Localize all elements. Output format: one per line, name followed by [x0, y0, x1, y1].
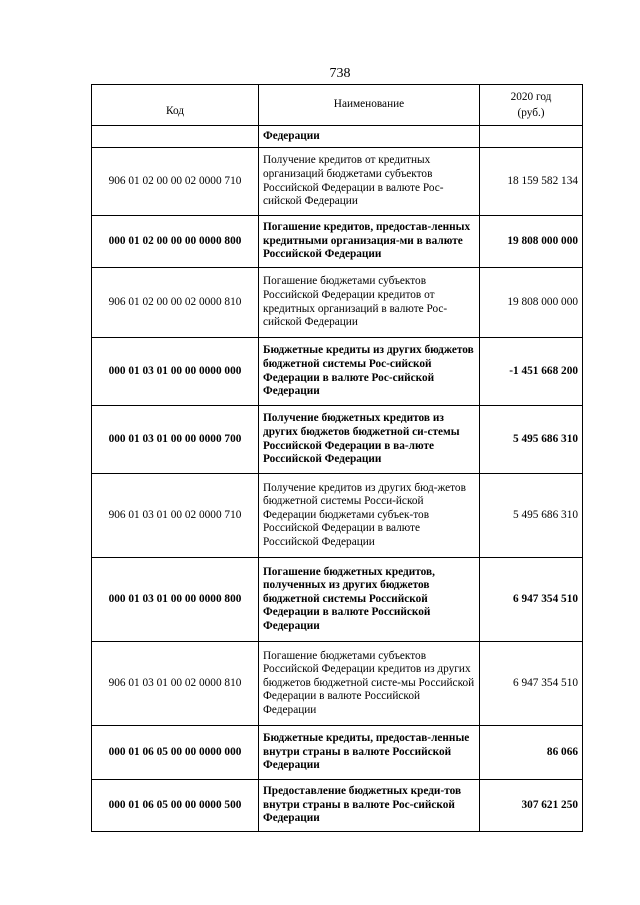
cell-amount: 86 066 — [480, 726, 583, 780]
cell-code — [92, 126, 259, 148]
cell-name: Погашение кредитов, предостав-ленных кредитными организация-ми в валюте Российской Федерации — [259, 216, 480, 268]
header-name: Наименование — [259, 85, 480, 126]
table-row — [92, 126, 583, 148]
table-row — [92, 780, 583, 832]
table-row — [92, 148, 583, 216]
cell-name: Бюджетные кредиты, предостав-ленные внутри страны в валюте Российской Федерации — [259, 726, 480, 780]
cell-code: 906 01 02 00 00 02 0000 810 — [92, 268, 259, 338]
table-row — [92, 338, 583, 406]
cell-code: 000 01 06 05 00 00 0000 500 — [92, 780, 259, 832]
cell-amount: 5 495 686 310 — [480, 406, 583, 474]
cell-name: Получение кредитов из других бюд-жетов бюджетной системы Росси-йской Федерации бюджетами субъек-тов Российской Федерации в валюте Российской Федерации — [259, 474, 480, 558]
cell-code: 000 01 02 00 00 00 0000 800 — [92, 216, 259, 268]
budget-table — [91, 84, 583, 832]
table-row — [92, 558, 583, 642]
table-row — [92, 726, 583, 780]
cell-amount: 5 495 686 310 — [480, 474, 583, 558]
cell-code: 000 01 06 05 00 00 0000 000 — [92, 726, 259, 780]
cell-code: 000 01 03 01 00 00 0000 800 — [92, 558, 259, 642]
cell-name: Бюджетные кредиты из других бюджетов бюджетной системы Рос-сийской Федерации в валюте Рос-сийской Федерации — [259, 338, 480, 406]
table-header-row — [92, 85, 583, 126]
cell-amount: 6 947 354 510 — [480, 558, 583, 642]
cell-name: Погашение бюджетами субъектов Российской Федерации кредитов из других бюджетов бюджетной систе-мы Российской Федерации в валюте Российской Федерации — [259, 642, 480, 726]
cell-code: 000 01 03 01 00 00 0000 000 — [92, 338, 259, 406]
table-row — [92, 406, 583, 474]
header-amount — [480, 85, 583, 126]
cell-amount — [480, 126, 583, 148]
cell-code: 906 01 03 01 00 02 0000 710 — [92, 474, 259, 558]
table-row — [92, 268, 583, 338]
table-row — [92, 474, 583, 558]
cell-name: Получение кредитов от кредитных организаций бюджетами субъектов Российской Федерации в валюте Рос-сийской Федерации — [259, 148, 480, 216]
header-amount-unit: (руб.) — [517, 107, 545, 119]
cell-code: 906 01 03 01 00 02 0000 810 — [92, 642, 259, 726]
cell-amount: 19 808 000 000 — [480, 216, 583, 268]
table-row — [92, 216, 583, 268]
table-row — [92, 642, 583, 726]
cell-name: Погашение бюджетами субъектов Российской Федерации кредитов от кредитных организаций в валюте Рос-сийской Федерации — [259, 268, 480, 338]
cell-amount: 19 808 000 000 — [480, 268, 583, 338]
cell-code: 906 01 02 00 00 02 0000 710 — [92, 148, 259, 216]
cell-amount: 18 159 582 134 — [480, 148, 583, 216]
cell-amount: 6 947 354 510 — [480, 642, 583, 726]
cell-amount: 307 621 250 — [480, 780, 583, 832]
page-number: 738 — [329, 66, 351, 81]
cell-code: 000 01 03 01 00 00 0000 700 — [92, 406, 259, 474]
cell-name: Погашение бюджетных кредитов, полученных из других бюджетов бюджетной системы Российской Федерации в валюте Российской Федерации — [259, 558, 480, 642]
cell-name: Федерации — [259, 126, 480, 148]
cell-amount: -1 451 668 200 — [480, 338, 583, 406]
cell-name: Получение бюджетных кредитов из других бюджетов бюджетной си-стемы Российской Федерации в ва-люте Российской Федерации — [259, 406, 480, 474]
header-code: Код — [92, 85, 259, 126]
cell-name: Предоставление бюджетных креди-тов внутри страны в валюте Рос-сийской Федерации — [259, 780, 480, 832]
header-amount-year: 2020 год — [510, 91, 552, 103]
